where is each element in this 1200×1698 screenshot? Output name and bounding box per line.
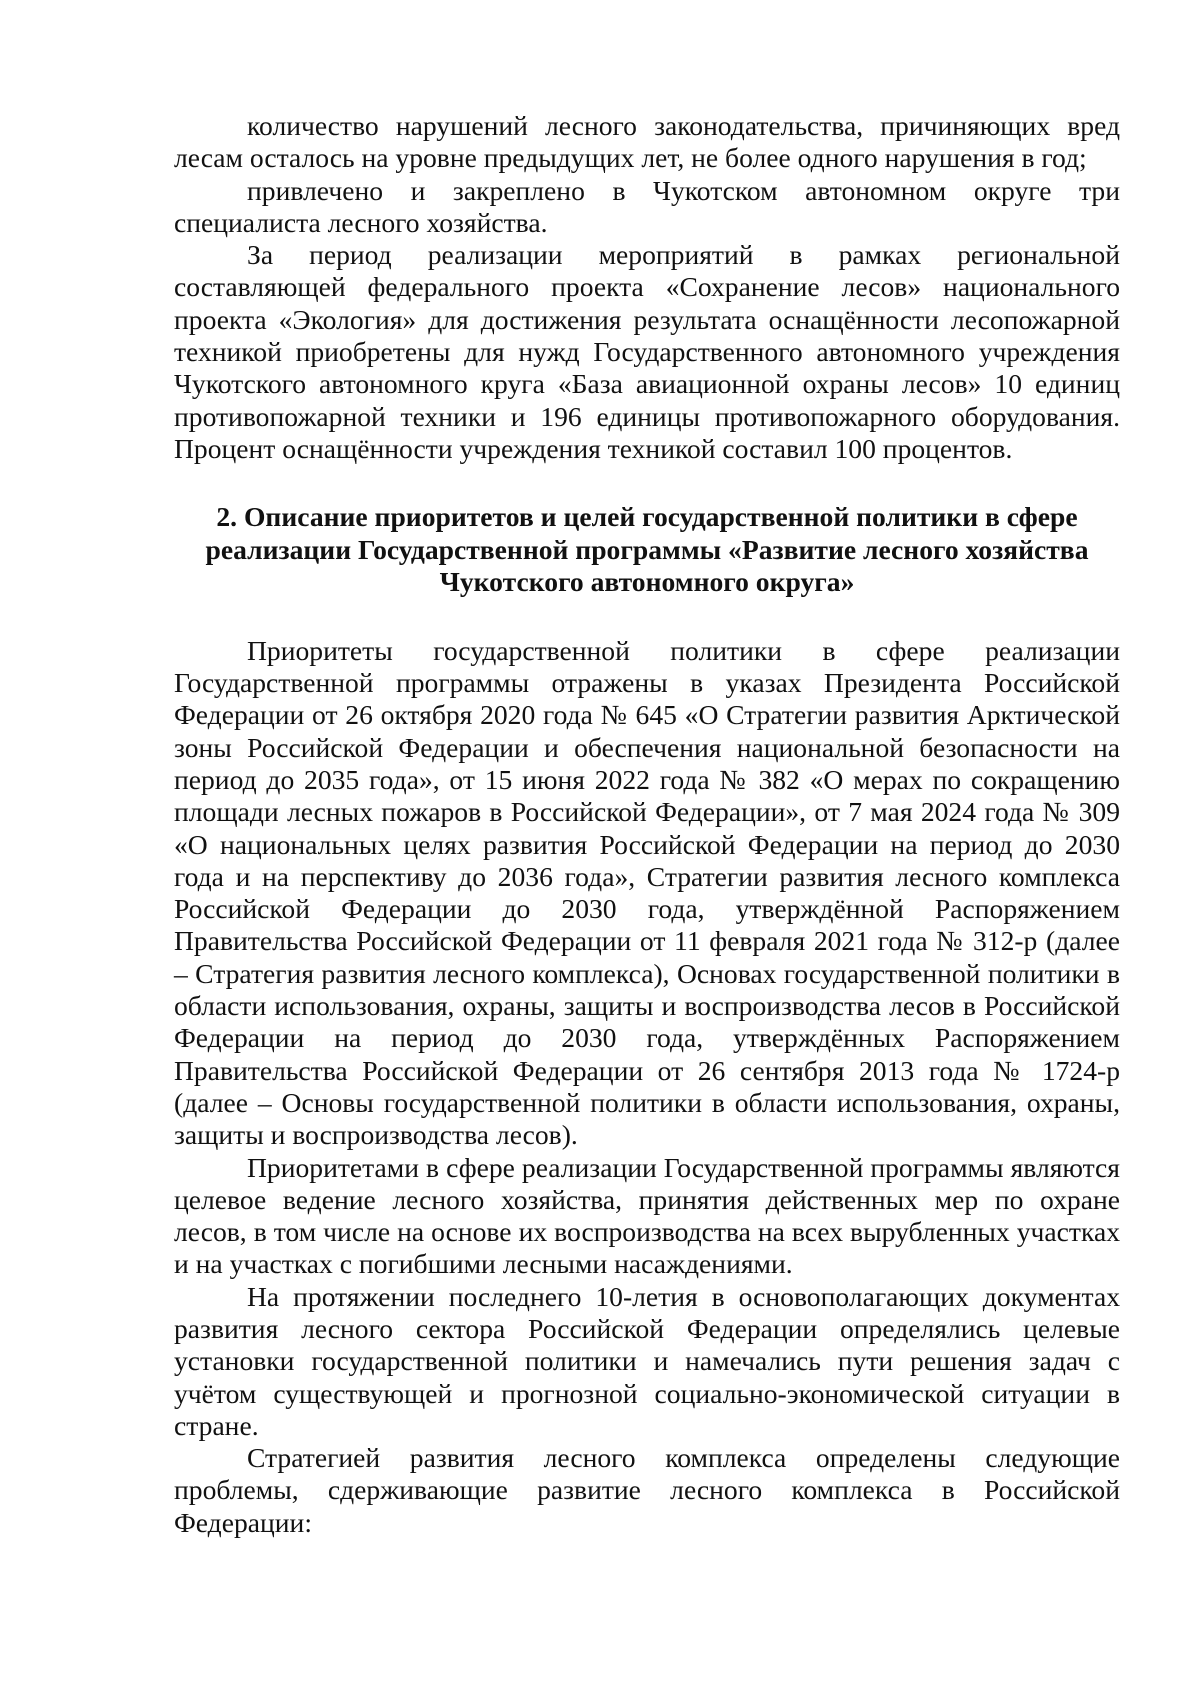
section-heading-line-1: 2. Описание приоритетов и целей государственной политики в сфере — [216, 501, 1078, 533]
paragraph-priorities: Приоритетами в сфере реализации Государственной программы являются целевое ведение лесного хозяйства, принятия действенных мер по охране лесов, в том числе на основе их воспроизводства на всех вырубленных участках и на участках с погибшими лесными насаждениями. — [174, 1151, 1120, 1280]
paragraph-decade: На протяжении последнего 10-летия в основополагающих документах развития лесного сектора Российской Федерации определялись целевые установки государственной политики и намечались пути решения задач с учётом существующей и прогнозной социально-экономической ситуации в стране. — [174, 1280, 1120, 1441]
section-heading-line-2: реализации Государственной программы «Развитие лесного хозяйства — [205, 533, 1089, 565]
paragraph-specialists: привлечено и закреплено в Чукотском автономном округе три специалиста лесного хозяйства. — [174, 174, 1120, 238]
paragraph-violations: количество нарушений лесного законодательства, причиняющих вред лесам осталось на уровне предыдущих лет, не более одного нарушения в год; — [174, 110, 1120, 174]
document-page — [174, 110, 1120, 1539]
section-heading — [174, 501, 1120, 599]
section-heading-line-3: Чукотского автономного округа» — [439, 566, 855, 598]
paragraph-strategy-problems: Стратегией развития лесного комплекса определены следующие проблемы, сдерживающие развитие лесного комплекса в Российской Федерации: — [174, 1442, 1120, 1538]
paragraph-priorities-decrees: Приоритеты государственной политики в сфере реализации Государственной программы отражены в указах Президента Российской Федерации от 26 октября 2020 года № 645 «О Стратегии развития Арктической зоны Российской Федерации и обеспечения национальной безопасности на период до 2035 года», от 15 июня 2022 года № 382 «О мерах по сокращению площади лесных пожаров в Российской Федерации», от 7 мая 2024 года № 309 «О национальных целях развития Российской Федерации на период до 2030 года и на перспективу до 2036 года», Стратегии развития лесного комплекса Российской Федерации до 2030 года, утверждённой Распоряжением Правительства Российской Федерации от 11 февраля 2021 года № 312-р (далее – Стратегия развития лесного комплекса), Основах государственной политики в области использования, охраны, защиты и воспроизводства лесов в Российской Федерации на период до 2030 года, утверждённых Распоряжением Правительства Российской Федерации от 26 сентября 2013 года № 1724-р (далее – Основы государственной политики в области использования, охраны, защиты и воспроизводства лесов). — [174, 634, 1120, 1151]
paragraph-equipment: За период реализации мероприятий в рамках региональной составляющей федерального проекта «Сохранение лесов» национального проекта «Экология» для достижения результата оснащённости лесопожарной техникой приобретены для нужд Государственного автономного учреждения Чукотского автономного круга «База авиационной охраны лесов» 10 единиц противопожарной техники и 196 единицы противопожарного оборудования. Процент оснащённости учреждения техникой составил 100 процентов. — [174, 239, 1120, 464]
